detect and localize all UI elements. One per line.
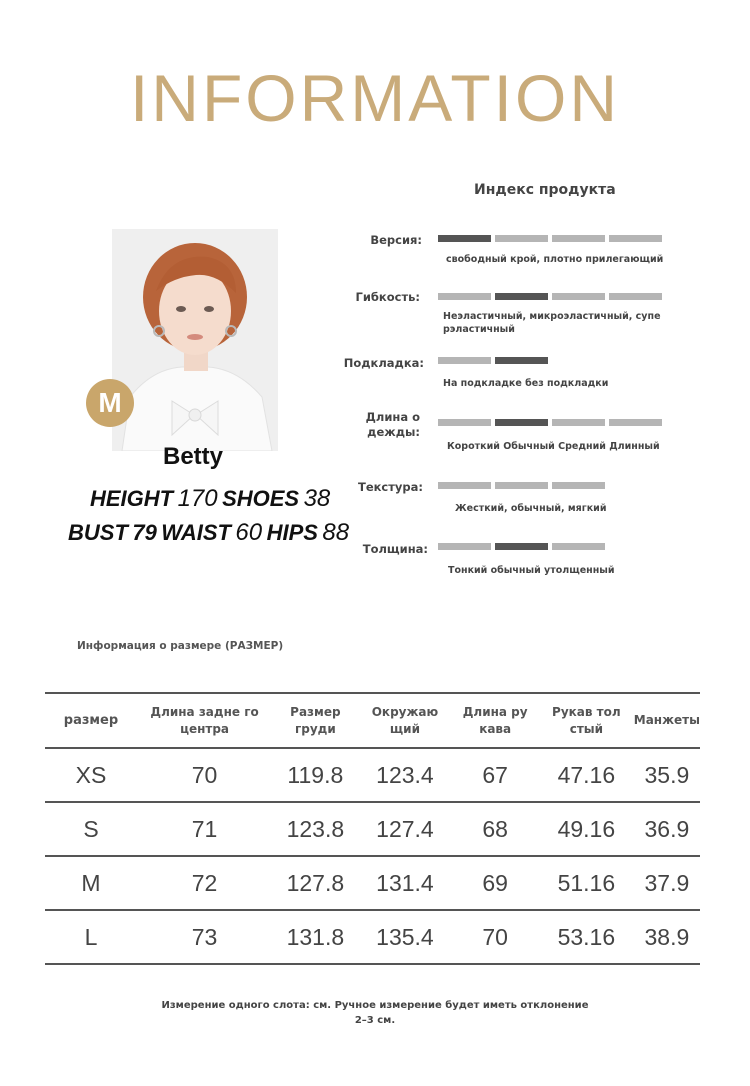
table-cell: S bbox=[45, 802, 137, 856]
measurement-note-line2: 2–3 см. bbox=[354, 1015, 396, 1026]
model-photo bbox=[112, 229, 278, 451]
level-bar-active bbox=[438, 235, 491, 242]
index-bars-texture bbox=[438, 482, 605, 489]
table-cell: 35.9 bbox=[634, 748, 700, 802]
table-row bbox=[45, 802, 700, 856]
level-bar bbox=[438, 482, 491, 489]
header-sleeve-width: Рукав тол стый bbox=[539, 693, 634, 748]
table-cell: 49.16 bbox=[539, 802, 634, 856]
table-cell: 69 bbox=[451, 856, 539, 910]
measurement-note-line1: Измерение одного слота: см. Ручное измерение будет иметь отклонение bbox=[161, 1000, 589, 1011]
table-cell: 119.8 bbox=[272, 748, 359, 802]
model-body-measurements bbox=[68, 519, 349, 547]
header-cuffs: Манжеты bbox=[634, 693, 700, 748]
index-label-thickness: Толщина: bbox=[362, 542, 428, 556]
level-bar bbox=[438, 419, 491, 426]
table-cell: 123.4 bbox=[359, 748, 452, 802]
model-height-shoes bbox=[90, 485, 330, 513]
table-cell: 70 bbox=[451, 910, 539, 964]
table-cell: 67 bbox=[451, 748, 539, 802]
table-cell: L bbox=[45, 910, 137, 964]
table-cell: 73 bbox=[137, 910, 272, 964]
header-back-length: Длина задне го центра bbox=[137, 693, 272, 748]
index-label-texture: Текстура: bbox=[357, 480, 423, 494]
level-bar bbox=[552, 235, 605, 242]
table-cell: 71 bbox=[137, 802, 272, 856]
level-bar bbox=[438, 543, 491, 550]
table-cell: 38.9 bbox=[634, 910, 700, 964]
index-desc-length: Короткий Обычный Средний Длинный bbox=[447, 441, 660, 452]
table-cell: 68 bbox=[451, 802, 539, 856]
index-bars-thickness bbox=[438, 543, 605, 550]
index-desc-thickness: Тонкий обычный утолщенный bbox=[448, 565, 615, 576]
level-bar bbox=[495, 482, 548, 489]
table-cell: 131.8 bbox=[272, 910, 359, 964]
shoes-value: 38 bbox=[303, 485, 331, 512]
level-bar bbox=[609, 293, 662, 300]
size-info-title: Информация о размере (РАЗМЕР) bbox=[77, 640, 284, 652]
index-desc-version: свободный крой, плотно прилегающий bbox=[446, 254, 664, 265]
bust-label: BUST bbox=[68, 520, 128, 545]
index-label-length: Длина о дежды: bbox=[365, 410, 420, 439]
index-desc-flexibility: Неэластичный, микроэластичный, супе рэластичный bbox=[443, 311, 661, 335]
page-title: INFORMATION bbox=[129, 61, 621, 135]
shoes-label: SHOES bbox=[222, 486, 300, 511]
waist-label: WAIST bbox=[161, 520, 231, 545]
table-row bbox=[45, 748, 700, 802]
level-bar bbox=[552, 293, 605, 300]
measurement-note bbox=[0, 998, 750, 1028]
level-bar bbox=[609, 419, 662, 426]
index-label-lining: Подкладка: bbox=[343, 356, 424, 370]
size-badge: M bbox=[86, 379, 134, 427]
index-bars-lining bbox=[438, 357, 548, 364]
level-bar-active bbox=[495, 419, 548, 426]
level-bar-active bbox=[495, 293, 548, 300]
level-bar bbox=[609, 235, 662, 242]
height-label: HEIGHT bbox=[90, 486, 174, 511]
table-cell: 135.4 bbox=[359, 910, 452, 964]
header-chest: Размер груди bbox=[272, 693, 359, 748]
index-desc-texture: Жесткий, обычный, мягкий bbox=[455, 503, 607, 514]
hips-value: 88 bbox=[322, 519, 350, 546]
index-bars-flexibility bbox=[438, 293, 662, 300]
index-bars-version bbox=[438, 235, 662, 242]
table-cell: 47.16 bbox=[539, 748, 634, 802]
level-bar bbox=[552, 543, 605, 550]
table-row bbox=[45, 856, 700, 910]
table-cell: 72 bbox=[137, 856, 272, 910]
index-label-flexibility: Гибкость: bbox=[355, 290, 420, 304]
table-cell: 36.9 bbox=[634, 802, 700, 856]
bust-value: 79 bbox=[132, 520, 157, 545]
level-bar bbox=[495, 235, 548, 242]
level-bar bbox=[552, 419, 605, 426]
product-index-title: Индекс продукта bbox=[474, 182, 616, 198]
table-cell: 37.9 bbox=[634, 856, 700, 910]
index-label-version: Версия: bbox=[370, 233, 422, 247]
table-row bbox=[45, 910, 700, 964]
size-table bbox=[45, 692, 700, 965]
table-cell: 131.4 bbox=[359, 856, 452, 910]
table-cell: M bbox=[45, 856, 137, 910]
waist-value: 60 bbox=[235, 519, 263, 546]
level-bar bbox=[552, 482, 605, 489]
index-desc-lining: На подкладке без подкладки bbox=[443, 378, 609, 389]
table-cell: 51.16 bbox=[539, 856, 634, 910]
table-cell: 53.16 bbox=[539, 910, 634, 964]
level-bar bbox=[438, 357, 491, 364]
table-header-row bbox=[45, 693, 700, 748]
table-cell: 127.4 bbox=[359, 802, 452, 856]
header-circumference: Окружаю щий bbox=[359, 693, 452, 748]
header-sleeve-length: Длина ру кава bbox=[451, 693, 539, 748]
table-cell: XS bbox=[45, 748, 137, 802]
table-cell: 123.8 bbox=[272, 802, 359, 856]
hips-label: HIPS bbox=[266, 520, 318, 545]
index-bars-length bbox=[438, 419, 662, 426]
level-bar-active bbox=[495, 357, 548, 364]
model-name: Betty bbox=[163, 443, 224, 470]
table-cell: 127.8 bbox=[272, 856, 359, 910]
header-size: размер bbox=[45, 693, 137, 748]
height-value: 170 bbox=[177, 485, 218, 512]
level-bar bbox=[438, 293, 491, 300]
level-bar-active bbox=[495, 543, 548, 550]
table-cell: 70 bbox=[137, 748, 272, 802]
